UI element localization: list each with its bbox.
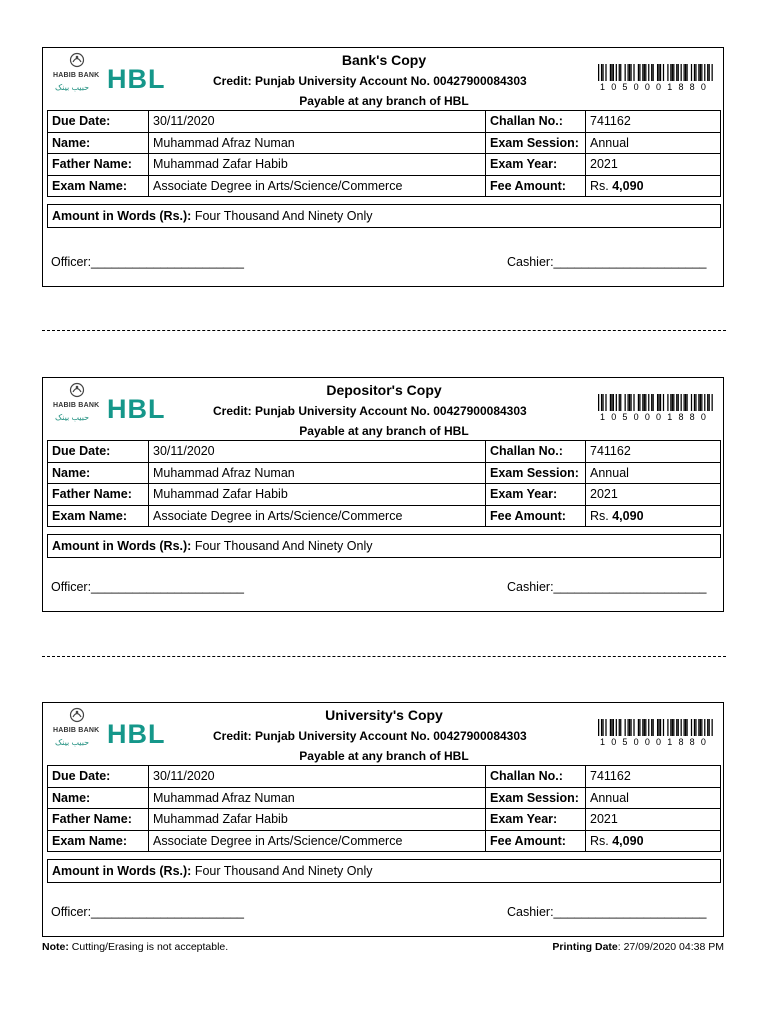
barcode-bar (657, 64, 658, 81)
barcode-bar (605, 394, 606, 411)
barcode-bar (670, 394, 671, 411)
barcode-bar (678, 394, 679, 411)
barcode-bar (707, 64, 708, 81)
barcode-bar (658, 64, 659, 81)
barcode-bar (602, 394, 603, 411)
barcode-bar (642, 394, 643, 411)
officer-signature: Officer:______________________ (51, 905, 244, 919)
barcode-bar (653, 64, 654, 81)
copy-title: Bank's Copy (341, 52, 427, 68)
barcode-bar (686, 719, 687, 736)
barcode-bar (691, 719, 692, 736)
barcode-bar (610, 719, 611, 736)
barcode-bar (644, 719, 645, 736)
barcode-bar (660, 394, 661, 411)
barcode-bar (672, 719, 673, 736)
bank-name-urdu: حبیب بینک (55, 83, 90, 92)
barcode-bar (707, 719, 708, 736)
barcode-bar (681, 394, 682, 411)
cut-line (42, 656, 726, 658)
barcode-bar (676, 64, 677, 81)
amount-in-words: Amount in Words (Rs.): Four Thousand And Ninety Only (47, 534, 721, 558)
barcode-bar (644, 64, 645, 81)
payable-note: Payable at any branch of HBL (299, 749, 469, 763)
father-name: Muhammad Zafar Habib (149, 809, 486, 831)
barcode-bar (638, 719, 639, 736)
barcode-bar (642, 64, 643, 81)
table-row: Father Name: Muhammad Zafar Habib Exam Year: 2021 (48, 809, 721, 831)
barcode-bar (630, 719, 631, 736)
printing-date: Printing Date: 27/09/2020 04:38 PM (552, 941, 724, 953)
barcode-bar (694, 719, 695, 736)
barcode-bar (695, 719, 696, 736)
fee-amount: Rs. 4,090 (586, 175, 721, 197)
barcode-number: 1050001880 (600, 412, 713, 422)
barcode-bar (625, 719, 626, 736)
bank-name: HABIB BANK (53, 72, 100, 79)
barcode-bar (691, 394, 692, 411)
barcode-bar (619, 64, 620, 81)
barcode-bar (663, 394, 664, 411)
barcode-bar (667, 64, 668, 81)
barcode-bar (619, 394, 620, 411)
exam-year: 2021 (586, 154, 721, 176)
challan-no: 741162 (586, 111, 721, 133)
barcode-bar (673, 394, 674, 411)
barcode-bar (678, 64, 679, 81)
challan-copy (42, 377, 724, 612)
barcode-bar (648, 64, 649, 81)
barcode-bar (678, 719, 679, 736)
challan-copy (42, 702, 724, 937)
barcode-bar (712, 64, 713, 81)
barcode-bar (620, 719, 621, 736)
barcode-bar (704, 64, 705, 81)
bank-name: HABIB BANK (53, 727, 100, 734)
barcode-bar (629, 64, 630, 81)
barcode-bar (658, 394, 659, 411)
barcode-bar (613, 64, 614, 81)
barcode-bar (701, 394, 702, 411)
barcode-bar (701, 64, 702, 81)
barcode-bar (598, 394, 599, 411)
table-row: Due Date: 30/11/2020 Challan No.: 741162 (48, 766, 721, 788)
barcode-bar (657, 719, 658, 736)
barcode-bar (638, 64, 639, 81)
barcode-bar (667, 394, 668, 411)
bank-name-urdu: حبیب بینک (55, 738, 90, 747)
barcode-bar (633, 719, 634, 736)
barcode-bar (616, 719, 617, 736)
barcode-bar (642, 719, 643, 736)
table-row: Name: Muhammad Afraz Numan Exam Session: Annual (48, 787, 721, 809)
barcode-bar (602, 719, 603, 736)
barcode-bar (610, 64, 611, 81)
barcode-bar (681, 719, 682, 736)
challan-table (47, 110, 721, 197)
barcode-bar (629, 394, 630, 411)
student-name: Muhammad Afraz Numan (149, 787, 486, 809)
student-name: Muhammad Afraz Numan (149, 462, 486, 484)
barcode-bar (685, 719, 686, 736)
barcode-bar (670, 719, 671, 736)
barcode-bar (630, 64, 631, 81)
fee-amount: Rs. 4,090 (586, 505, 721, 527)
payable-note: Payable at any branch of HBL (299, 424, 469, 438)
cashier-signature: Cashier:______________________ (507, 580, 707, 594)
table-row: Due Date: 30/11/2020 Challan No.: 741162 (48, 111, 721, 133)
copy-title: Depositor's Copy (326, 382, 442, 398)
father-name: Muhammad Zafar Habib (149, 484, 486, 506)
barcode-bar (598, 64, 599, 81)
barcode-bar (601, 719, 602, 736)
barcode-bar (645, 719, 646, 736)
barcode-bar (633, 64, 634, 81)
barcode-bar (639, 64, 640, 81)
credit-account: Credit: Punjab University Account No. 00427900084303 (213, 74, 527, 88)
copy-title: University's Copy (325, 707, 443, 723)
fee-amount: Rs. 4,090 (586, 830, 721, 852)
student-name: Muhammad Afraz Numan (149, 132, 486, 154)
exam-name: Associate Degree in Arts/Science/Commerce (149, 505, 486, 527)
barcode-bar (605, 719, 606, 736)
barcode-bar (686, 394, 687, 411)
barcode-bar (611, 394, 612, 411)
barcode-bar (639, 719, 640, 736)
barcode-bar (651, 64, 652, 81)
barcode-bar (653, 394, 654, 411)
barcode-bar (673, 719, 674, 736)
amount-in-words: Amount in Words (Rs.): Four Thousand And Ninety Only (47, 859, 721, 883)
barcode-bar (698, 719, 699, 736)
barcode-bar (601, 394, 602, 411)
barcode-bar (616, 64, 617, 81)
table-row: Exam Name: Associate Degree in Arts/Science/Commerce Fee Amount: Rs. 4,090 (48, 175, 721, 197)
barcode-bar (651, 719, 652, 736)
barcode-bar (685, 394, 686, 411)
barcode-bar (613, 719, 614, 736)
barcode-bar (660, 719, 661, 736)
barcode-bar (644, 394, 645, 411)
exam-year: 2021 (586, 809, 721, 831)
due-date: 30/11/2020 (149, 766, 486, 788)
barcode-bar (611, 719, 612, 736)
barcode-bar (672, 394, 673, 411)
table-row: Due Date: 30/11/2020 Challan No.: 741162 (48, 441, 721, 463)
amount-in-words: Amount in Words (Rs.): Four Thousand And Ninety Only (47, 204, 721, 228)
barcode-bar (645, 394, 646, 411)
challan-no: 741162 (586, 441, 721, 463)
hbl-wordmark: HBL (107, 719, 166, 749)
barcode-bar (638, 394, 639, 411)
exam-year: 2021 (586, 484, 721, 506)
challan-table (47, 765, 721, 852)
barcode-bar (700, 64, 701, 81)
barcode-bar (653, 719, 654, 736)
barcode-bar (657, 394, 658, 411)
barcode-bar (709, 64, 710, 81)
barcode-bar (676, 719, 677, 736)
barcode-bar (605, 64, 606, 81)
barcode-bar (712, 719, 713, 736)
table-row: Father Name: Muhammad Zafar Habib Exam Year: 2021 (48, 154, 721, 176)
barcode-bar (698, 394, 699, 411)
table-row: Exam Name: Associate Degree in Arts/Science/Commerce Fee Amount: Rs. 4,090 (48, 830, 721, 852)
table-row: Exam Name: Associate Degree in Arts/Science/Commerce Fee Amount: Rs. 4,090 (48, 505, 721, 527)
officer-signature: Officer:______________________ (51, 255, 244, 269)
barcode-bar (700, 394, 701, 411)
barcode-bar (645, 64, 646, 81)
barcode-bar (639, 394, 640, 411)
table-row: Name: Muhammad Afraz Numan Exam Session: Annual (48, 462, 721, 484)
cashier-signature: Cashier:______________________ (507, 905, 707, 919)
barcode-bar (707, 394, 708, 411)
exam-name: Associate Degree in Arts/Science/Commerce (149, 830, 486, 852)
table-row: Name: Muhammad Afraz Numan Exam Session: Annual (48, 132, 721, 154)
barcode-icon (598, 394, 713, 411)
barcode-bar (611, 64, 612, 81)
due-date: 30/11/2020 (149, 111, 486, 133)
barcode-bar (616, 394, 617, 411)
father-name: Muhammad Zafar Habib (149, 154, 486, 176)
barcode-bar (695, 64, 696, 81)
barcode-bar (686, 64, 687, 81)
barcode-bar (601, 64, 602, 81)
barcode-bar (620, 394, 621, 411)
hbl-wordmark: HBL (107, 64, 166, 94)
cut-line (42, 330, 726, 332)
credit-account: Credit: Punjab University Account No. 00427900084303 (213, 729, 527, 743)
barcode-bar (700, 719, 701, 736)
exam-name: Associate Degree in Arts/Science/Commerce (149, 175, 486, 197)
credit-account: Credit: Punjab University Account No. 00427900084303 (213, 404, 527, 418)
barcode-bar (681, 64, 682, 81)
barcode-bar (704, 394, 705, 411)
barcode-bar (698, 64, 699, 81)
barcode-bar (648, 394, 649, 411)
challan-table (47, 440, 721, 527)
bank-name-urdu: حبیب بینک (55, 413, 90, 422)
barcode-bar (684, 394, 685, 411)
officer-signature: Officer:______________________ (51, 580, 244, 594)
barcode-bar (619, 719, 620, 736)
barcode-bar (625, 394, 626, 411)
barcode-bar (684, 719, 685, 736)
challan-copy (42, 47, 724, 287)
barcode-bar (691, 64, 692, 81)
barcode-bar (620, 64, 621, 81)
barcode-bar (602, 64, 603, 81)
barcode-icon (598, 719, 713, 736)
cashier-signature: Cashier:______________________ (507, 255, 707, 269)
barcode-bar (633, 394, 634, 411)
barcode-bar (627, 394, 628, 411)
barcode-bar (613, 394, 614, 411)
barcode-bar (667, 719, 668, 736)
table-row: Father Name: Muhammad Zafar Habib Exam Year: 2021 (48, 484, 721, 506)
barcode-bar (673, 64, 674, 81)
challan-no: 741162 (586, 766, 721, 788)
barcode-number: 1050001880 (600, 82, 713, 92)
barcode-bar (704, 719, 705, 736)
barcode-bar (629, 719, 630, 736)
barcode-icon (598, 64, 713, 81)
barcode-bar (663, 719, 664, 736)
barcode-bar (712, 394, 713, 411)
exam-session: Annual (586, 132, 721, 154)
barcode-bar (695, 394, 696, 411)
exam-session: Annual (586, 787, 721, 809)
barcode-bar (709, 394, 710, 411)
barcode-bar (670, 64, 671, 81)
barcode-bar (676, 394, 677, 411)
barcode-bar (672, 64, 673, 81)
barcode-bar (627, 719, 628, 736)
exam-session: Annual (586, 462, 721, 484)
payable-note: Payable at any branch of HBL (299, 94, 469, 108)
bank-name: HABIB BANK (53, 402, 100, 409)
barcode-bar (658, 719, 659, 736)
barcode-bar (663, 64, 664, 81)
hbl-wordmark: HBL (107, 394, 166, 424)
barcode-bar (709, 719, 710, 736)
barcode-bar (625, 64, 626, 81)
barcode-bar (685, 64, 686, 81)
barcode-bar (701, 719, 702, 736)
barcode-number: 1050001880 (600, 737, 713, 747)
barcode-bar (684, 64, 685, 81)
barcode-bar (651, 394, 652, 411)
barcode-bar (627, 64, 628, 81)
barcode-bar (598, 719, 599, 736)
barcode-bar (694, 394, 695, 411)
barcode-bar (648, 719, 649, 736)
barcode-bar (660, 64, 661, 81)
barcode-bar (694, 64, 695, 81)
barcode-bar (630, 394, 631, 411)
barcode-bar (610, 394, 611, 411)
due-date: 30/11/2020 (149, 441, 486, 463)
footer-note: Note: Cutting/Erasing is not acceptable. (42, 941, 229, 953)
